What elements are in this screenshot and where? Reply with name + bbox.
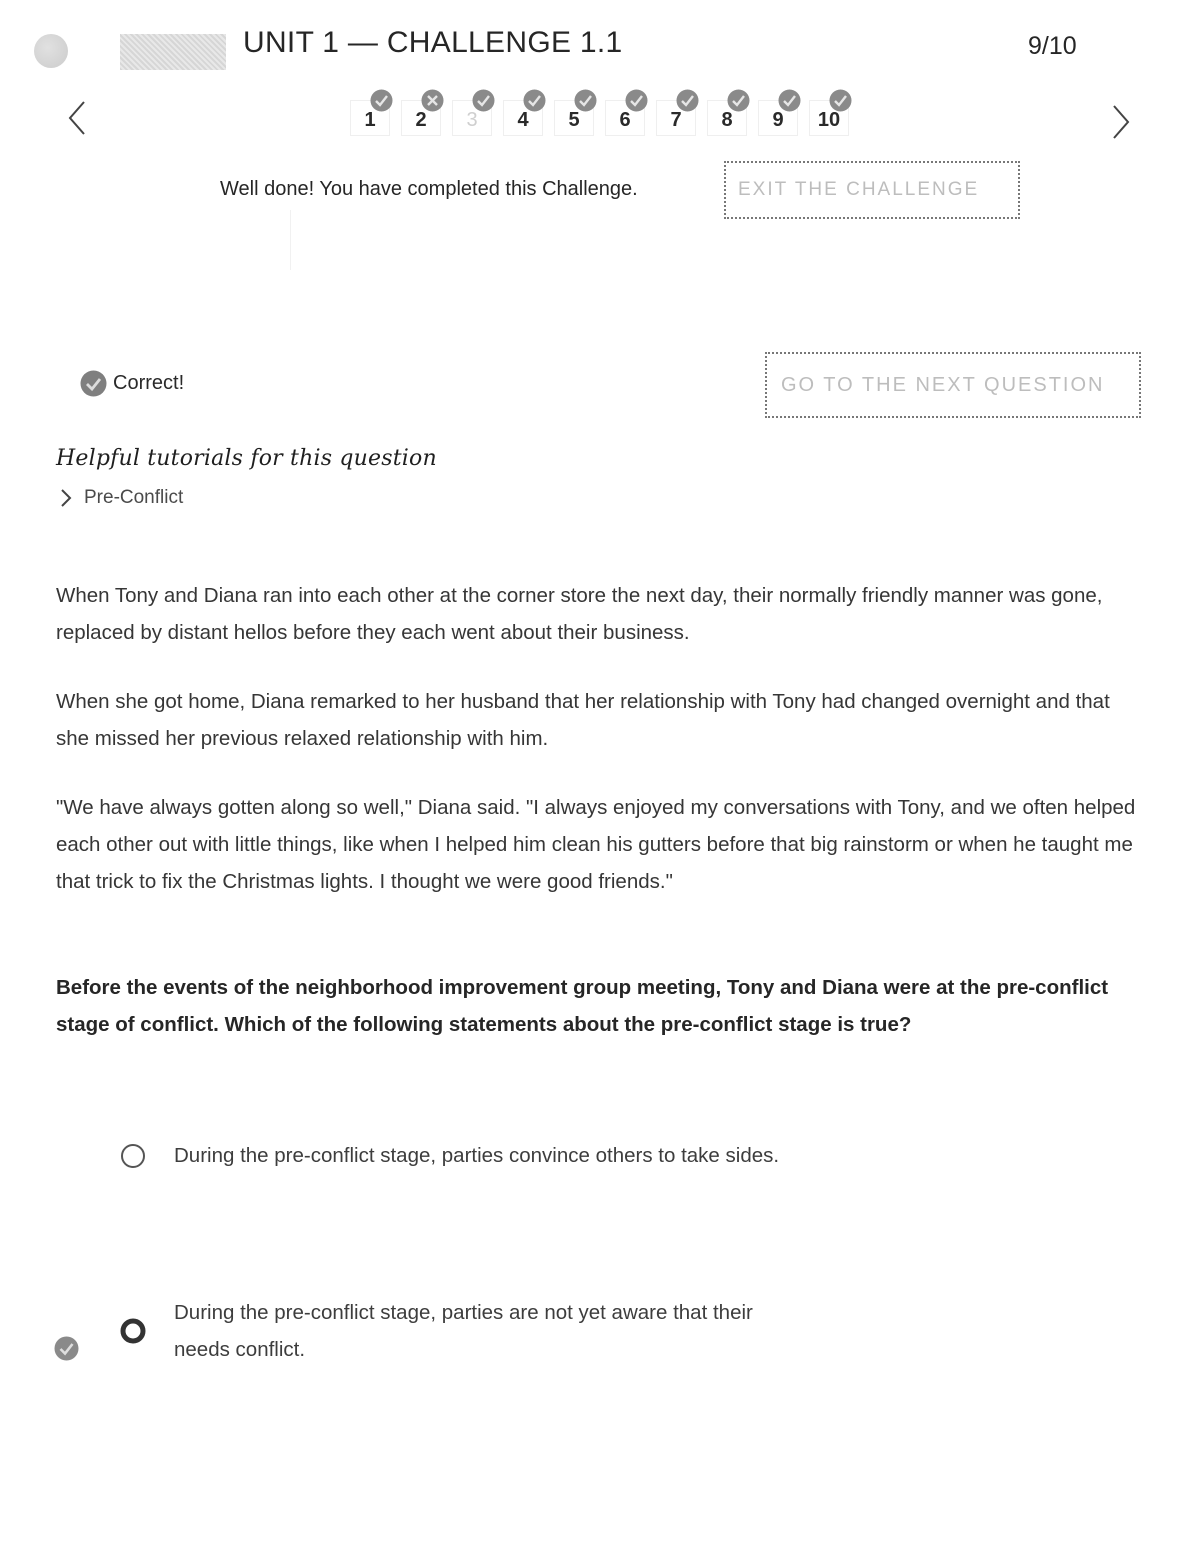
answer-option-text: During the pre-conflict stage, parties convince others to take sides. xyxy=(174,1144,780,1167)
step-number: 5 xyxy=(568,109,580,131)
divider xyxy=(290,210,292,270)
logo-icon xyxy=(34,34,68,68)
question-step[interactable] xyxy=(401,100,441,136)
check-circle-icon xyxy=(574,89,597,112)
completion-message: Well done! You have completed this Challenge. xyxy=(220,178,638,200)
page-title: UNIT 1 — CHALLENGE 1.1 xyxy=(243,26,623,59)
tutorial-link-label: Pre-Conflict xyxy=(84,487,184,508)
chevron-right-icon xyxy=(60,488,72,508)
check-circle-icon xyxy=(778,89,801,112)
check-circle-icon xyxy=(54,1336,79,1361)
step-number: 1 xyxy=(364,109,376,131)
check-circle-icon xyxy=(472,89,495,112)
answer-option-text: During the pre-conflict stage, parties are not yet aware that their needs conflict. xyxy=(174,1301,753,1361)
result-status xyxy=(80,368,184,398)
chevron-right-icon[interactable] xyxy=(1106,100,1136,144)
step-number: 2 xyxy=(415,109,427,131)
chevron-left-icon[interactable] xyxy=(62,96,92,140)
redacted-logo xyxy=(120,34,226,70)
question-text: Before the events of the neighborhood improvement group meeting, Tony and Diana were at the pre-conflict stage of conflict. Which of the following statements about the pre-conflict stage is true? xyxy=(56,976,1109,1036)
step-number: 6 xyxy=(619,109,631,131)
radio-unselected-icon[interactable] xyxy=(120,1143,146,1169)
tutorial-link[interactable] xyxy=(60,487,183,509)
passage-paragraph: "We have always gotten along so well," Diana said. "I always enjoyed my conversations with Tony, and we often helped each other out with little things, like when I helped him clean his gutters before that big rainstorm or when he taught me that trick to fix the Christmas lights. I thought we were good friends." xyxy=(56,796,1136,893)
check-circle-icon xyxy=(829,89,852,112)
step-number: 10 xyxy=(817,109,841,131)
step-number: 3 xyxy=(466,109,478,131)
check-circle-icon xyxy=(80,370,107,397)
question-step[interactable] xyxy=(452,100,492,136)
check-circle-icon xyxy=(727,89,750,112)
step-number: 8 xyxy=(721,109,733,131)
x-circle-icon xyxy=(421,89,444,112)
check-circle-icon xyxy=(370,89,393,112)
question-step[interactable] xyxy=(809,100,849,136)
exit-challenge-button[interactable]: EXIT THE CHALLENGE xyxy=(724,161,1020,219)
check-circle-icon xyxy=(523,89,546,112)
step-number: 9 xyxy=(772,109,784,131)
question-step[interactable] xyxy=(554,100,594,136)
question-counter: 9/10 xyxy=(1028,32,1077,60)
passage-paragraph: When Tony and Diana ran into each other at the corner store the next day, their normally friendly manner was gone, replaced by distant hellos before they each went about their business. xyxy=(56,584,1103,644)
question-step[interactable] xyxy=(656,100,696,136)
check-circle-icon xyxy=(676,89,699,112)
answer-option[interactable] xyxy=(120,1137,820,1174)
question-step[interactable] xyxy=(605,100,645,136)
question-step[interactable] xyxy=(503,100,543,136)
next-question-button[interactable]: GO TO THE NEXT QUESTION xyxy=(765,352,1141,418)
check-circle-icon xyxy=(625,89,648,112)
question-step[interactable] xyxy=(707,100,747,136)
tutorials-heading: Helpful tutorials for this question xyxy=(56,446,437,471)
question-step[interactable] xyxy=(350,100,390,136)
question-step[interactable] xyxy=(758,100,798,136)
step-number: 4 xyxy=(517,109,529,131)
result-label: Correct! xyxy=(113,371,185,394)
step-number: 7 xyxy=(670,109,682,131)
radio-selected-icon[interactable] xyxy=(120,1318,146,1344)
answer-option[interactable] xyxy=(120,1294,820,1368)
passage-paragraph: When she got home, Diana remarked to her husband that her relationship with Tony had changed overnight and that she missed her previous relaxed relationship with him. xyxy=(56,690,1110,750)
question-progress xyxy=(350,88,870,144)
